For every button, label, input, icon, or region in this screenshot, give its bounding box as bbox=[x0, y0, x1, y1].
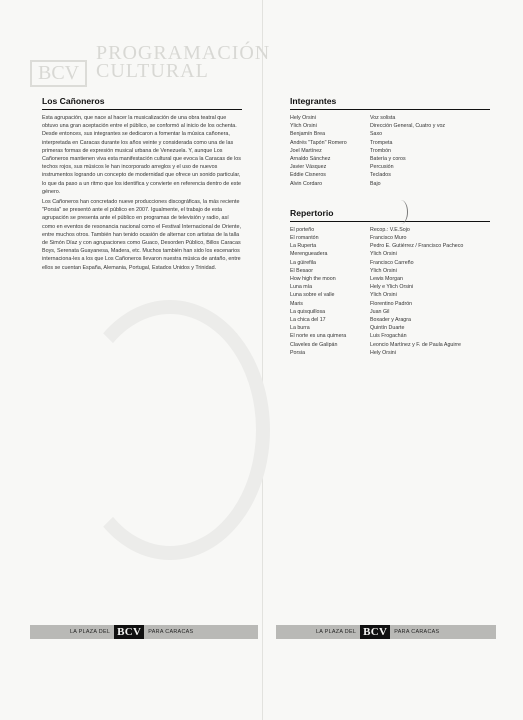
list-item bbox=[290, 139, 486, 147]
footer-left bbox=[30, 625, 258, 639]
member-role: Trombón bbox=[370, 147, 391, 154]
song-author: Boxader y Aragra bbox=[370, 317, 411, 324]
song-title: Claveles de Galipán bbox=[290, 341, 338, 348]
member-role: Voz solista bbox=[370, 115, 396, 121]
repertorio-list bbox=[290, 226, 486, 357]
faded-seal-icon bbox=[70, 300, 270, 560]
list-item bbox=[290, 324, 486, 332]
integrantes-list bbox=[290, 114, 486, 188]
list-item bbox=[290, 130, 486, 138]
member-name: Hely Orsini bbox=[290, 115, 316, 121]
list-item bbox=[290, 316, 486, 324]
song-author: Francisco Muro bbox=[370, 235, 407, 242]
member-name: Benjamín Brea bbox=[290, 131, 326, 138]
list-item bbox=[290, 250, 486, 258]
song-title: El porteño bbox=[290, 226, 315, 233]
song-author: Ylich Orsini bbox=[370, 292, 397, 299]
song-title: La chica del 17 bbox=[290, 317, 326, 324]
bcv-logo: BCV bbox=[360, 625, 390, 639]
faded-bcv-logo-icon: BCV bbox=[30, 60, 87, 87]
left-column bbox=[42, 96, 242, 274]
footer-suffix: PARA CARACAS bbox=[394, 629, 440, 635]
footer-right bbox=[276, 625, 496, 639]
repertorio-section bbox=[290, 208, 490, 357]
faded-programacion-mark-icon: PROGRAMACIÓN CULTURAL bbox=[96, 42, 271, 82]
list-item bbox=[290, 171, 486, 179]
list-item bbox=[290, 147, 486, 155]
list-item bbox=[290, 332, 486, 340]
member-name: Ylich Orsini bbox=[290, 123, 317, 130]
song-author: Hely Orsini bbox=[370, 349, 396, 356]
section-heading-integrantes: Integrantes bbox=[290, 96, 490, 110]
list-item bbox=[290, 300, 486, 308]
song-title: Luna mía bbox=[290, 284, 313, 291]
song-title: Luna sobre el valle bbox=[290, 292, 335, 299]
list-item bbox=[290, 283, 486, 291]
song-author: Hely e Ylich Orsini bbox=[370, 284, 414, 291]
list-item bbox=[290, 163, 486, 171]
list-item bbox=[290, 349, 486, 357]
list-item bbox=[290, 291, 486, 299]
member-role: Teclados bbox=[370, 172, 391, 179]
list-item bbox=[290, 234, 486, 242]
list-item bbox=[290, 341, 486, 349]
song-author: Recop.: V.E.Sojo bbox=[370, 226, 410, 233]
member-role: Bajo bbox=[370, 180, 381, 187]
member-role: Percusión bbox=[370, 164, 394, 171]
song-author: Pedro E. Gutiérrez / Francisco Pacheco bbox=[370, 243, 464, 250]
song-title: El norte es una quimera bbox=[290, 333, 347, 340]
song-author: Quintín Duarte bbox=[370, 325, 405, 332]
member-role: Saxo bbox=[370, 131, 383, 138]
section-heading-canoneros: Los Cañoneros bbox=[42, 96, 242, 110]
list-item bbox=[290, 155, 486, 163]
song-title: El romantón bbox=[290, 235, 319, 242]
member-name: Eddie Cisneros bbox=[290, 172, 326, 179]
list-item bbox=[290, 275, 486, 283]
song-author: Ylich Orsini bbox=[370, 251, 397, 258]
bcv-logo: BCV bbox=[114, 625, 144, 639]
member-role: Dirección General, Cuatro y voz bbox=[370, 123, 446, 130]
member-role: Trompeta bbox=[370, 139, 393, 146]
song-title: Merengueadera bbox=[290, 251, 328, 258]
bracket-mark-icon bbox=[394, 200, 408, 224]
list-item bbox=[290, 267, 486, 275]
song-author: Luis Frogachán bbox=[370, 333, 407, 340]
member-name: Andrés "Tapón" Romero bbox=[290, 139, 347, 146]
paragraph-productions: Los Cañoneros han concretado nueve producciones discográficas, la más reciente "Porsia" se presentó ante el público en 2007. Igualmente, el trabajo de esta agrupación se presenta ante el público en programas de televisión y radio, así como en eventos de resonancia nacional como el Festival Internacional de Oriente, entre muchos otros. También han tenido ocasión de alternar con artistas de la talla de Simón Díaz y con agrupaciones como Guaco, Desorden Público, Billos Caracas Boys, Serenata Guayanesa, Madera, etc. Muchos también han sido los escenarios internaciona-les a los que Los Cañoneros llevaron nuestra música de antaño, entre ellos se cuentan España, Alemania, Portugal, Estados Unidos y Trinidad. bbox=[42, 199, 241, 271]
song-title: Porsia bbox=[290, 349, 306, 356]
footer-prefix: LA PLAZA DEL bbox=[316, 629, 357, 635]
list-item bbox=[290, 122, 486, 130]
list-item bbox=[290, 308, 486, 316]
song-title: La Ruperta bbox=[290, 243, 317, 250]
member-name: Javier Vásquez bbox=[290, 164, 327, 171]
member-name: Joel Martínez bbox=[290, 147, 322, 154]
right-column bbox=[290, 96, 490, 357]
footer-suffix: PARA CARACAS bbox=[148, 629, 194, 635]
list-item bbox=[290, 180, 486, 188]
member-role: Batería y coros bbox=[370, 156, 406, 163]
member-name: Arnaldo Sánchez bbox=[290, 156, 331, 163]
section-heading-repertorio: Repertorio bbox=[290, 208, 490, 222]
song-title: La güirefila bbox=[290, 259, 316, 266]
footer-prefix: LA PLAZA DEL bbox=[70, 629, 111, 635]
member-name: Alvin Cordaro bbox=[290, 180, 323, 187]
list-item bbox=[290, 114, 486, 122]
paragraph-history: Esta agrupación, que nace al hacer la musicalización de una obra teatral que obtuvo una gran aceptación entre el público, se conformó al inicio de los ochenta. Desde entonces, sus integrantes se dedicaron a fomentar la música cañonera, interpretada en Caracas durante los años veinte y considerada como una de las primeras formas de expresión musical urbana de Venezuela. Y, aunque Los Cañoneros mantienen viva esta manifestación cultural que evoca la Caracas de los techos rojos, sus músicos le han incorporado arreglos y el uso de nuevos instrumentos logrando un concepto de modernidad que ofrece un sonido particular, lo que da paso a un ritmo que los identifica y convierte en referencia dentro de este género. bbox=[42, 115, 241, 195]
song-author: Francisco Carreño bbox=[370, 259, 414, 266]
song-title: How high the moon bbox=[290, 276, 336, 283]
list-item bbox=[290, 242, 486, 250]
page-fold bbox=[262, 0, 263, 720]
song-author: Lewis Morgan bbox=[370, 276, 403, 283]
list-item bbox=[290, 259, 486, 267]
song-title: El Besaor bbox=[290, 267, 313, 274]
song-title: La quisquillosa bbox=[290, 308, 326, 315]
song-title: La burra bbox=[290, 325, 310, 332]
song-author: Leoncio Martínez y F. de Paula Aguirre bbox=[370, 341, 461, 348]
song-author: Florentino Padrón bbox=[370, 300, 413, 307]
song-author: Ylich Orsini bbox=[370, 267, 397, 274]
list-item bbox=[290, 226, 486, 234]
song-title: Maris bbox=[290, 300, 303, 307]
song-author: Juan Gil bbox=[370, 308, 390, 315]
